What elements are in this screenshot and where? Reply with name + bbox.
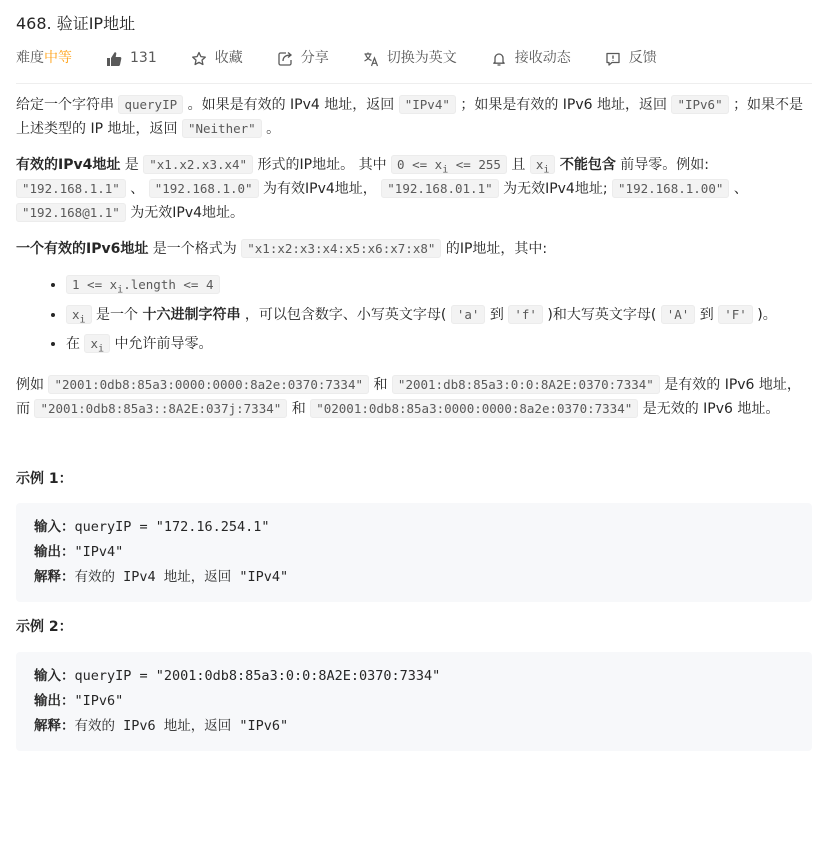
inline-code: "2001:db8:85a3:0:0:8A2E:0370:7334" [392, 375, 660, 394]
bold-term: 有效的IPv4地址 [16, 156, 121, 173]
text: 中允许前导零。 [114, 336, 213, 353]
bell-icon [491, 51, 507, 67]
star-icon [191, 51, 207, 67]
inline-code: "IPv4" [399, 95, 456, 114]
output-value: "IPv6" [74, 693, 124, 710]
input-value: queryIP = "172.16.254.1" [74, 519, 270, 536]
explanation-value: 有效的 IPv6 地址，返回 "IPv6" [74, 718, 289, 735]
explanation-value: 有效的 IPv4 地址，返回 "IPv4" [74, 569, 289, 586]
text: 是有效的 IPv6 地址，而 [16, 376, 801, 417]
inline-code: "192.168@1.1" [16, 203, 126, 222]
example-2-block [16, 652, 812, 751]
text: 是 [124, 156, 139, 173]
favorite-button[interactable] [191, 47, 243, 71]
inline-code [530, 155, 556, 174]
output-label: 输出： [34, 544, 75, 561]
spacer [16, 434, 812, 468]
text: 前导零。例如: [620, 156, 709, 173]
inline-code: 'F' [718, 305, 753, 324]
switch-language-button[interactable] [363, 47, 457, 71]
ipv4-paragraph [16, 154, 812, 226]
inline-code: "x1.x2.x3.x4" [143, 155, 253, 174]
feedback-label: 反馈 [628, 50, 657, 67]
feedback-button[interactable] [605, 47, 657, 71]
output-value: "IPv4" [74, 544, 124, 561]
text: 是无效的 IPv6 地址。 [642, 400, 780, 417]
bold-term: 十六进制字符串 [142, 306, 241, 323]
inline-code: "x1:x2:x3:x4:x5:x6:x7:x8" [241, 239, 441, 258]
text: 。如果是有效的 IPv4 地址，返回 [187, 97, 395, 113]
inline-code [66, 275, 220, 294]
inline-code [66, 305, 92, 324]
text: 和 [373, 376, 388, 393]
code-part: x [535, 156, 544, 172]
text: 和 [291, 400, 306, 417]
text: 为有效IPv4地址， [263, 181, 377, 198]
text: 到 [489, 306, 504, 323]
text: 、 [130, 181, 145, 198]
text: 是一个 [96, 306, 139, 323]
text: ；如果是有效的 IPv6 地址，返回 [460, 97, 667, 113]
inline-code [391, 155, 507, 174]
text: )。 [757, 306, 777, 323]
input-label: 输入： [34, 519, 75, 536]
subscript: i [442, 164, 449, 176]
problem-toolbar [16, 46, 812, 72]
bold-term: 不能包含 [559, 156, 616, 173]
text: 且 [511, 156, 526, 173]
switch-language-label: 切换为英文 [386, 50, 457, 67]
inline-code: queryIP [118, 95, 183, 114]
text: 给定一个字符串 [16, 97, 114, 113]
subscript: i [97, 343, 105, 355]
like-button[interactable] [106, 47, 157, 71]
text: 是一个格式为 [152, 240, 237, 257]
code-part: x [72, 306, 80, 322]
text: ；如果不是上述类型的 IP 地址，返回 [16, 97, 804, 137]
code-part: 0 <= x [397, 156, 443, 172]
text: 为无效IPv4地址; [503, 181, 608, 198]
problem-title: 468. 验证IP地址 [16, 14, 136, 33]
explanation-label: 解释： [34, 718, 75, 735]
like-count: 131 [130, 50, 157, 67]
input-label: 输入： [34, 668, 75, 685]
code-part: 1 <= x [72, 277, 118, 293]
ipv6-examples-paragraph [16, 374, 812, 422]
code-part: <= 255 [448, 156, 501, 172]
inline-code: "192.168.1.00" [612, 179, 729, 198]
output-label: 输出： [34, 693, 75, 710]
inline-code: "02001:0db8:85a3:0000:0000:8a2e:0370:7334" [310, 399, 638, 418]
inline-code: "192.168.1.0" [149, 179, 259, 198]
share-button[interactable] [277, 47, 329, 71]
example-1-title: 示例 1： [16, 470, 73, 487]
code-part: x [90, 336, 98, 352]
inline-code: "192.168.01.1" [381, 179, 498, 198]
text: 到 [699, 306, 714, 323]
ipv6-rules-list [16, 273, 812, 362]
inline-code: "192.168.1.1" [16, 179, 126, 198]
explanation-label: 解释： [34, 569, 75, 586]
inline-code [84, 334, 110, 353]
inline-code: "2001:0db8:85a3::8A2E:037j:7334" [34, 399, 287, 418]
bold-term: 一个有效的IPv6地址 [16, 240, 149, 257]
text: 。 [266, 120, 281, 137]
subscribe-label: 接收动态 [514, 50, 571, 67]
share-icon [277, 51, 293, 67]
input-value: queryIP = "2001:0db8:85a3:0:0:8A2E:0370:7334" [74, 668, 441, 685]
share-label: 分享 [300, 50, 329, 67]
text: 为无效IPv4地址。 [130, 204, 245, 221]
example-2-title: 示例 2： [16, 619, 73, 636]
text: 在 [66, 336, 80, 353]
list-item [66, 303, 812, 333]
text: ，可以包含数字、小写英文字母( [244, 306, 447, 323]
difficulty-label: 难度 [16, 50, 44, 67]
subscript: i [79, 314, 86, 326]
intro-paragraph [16, 94, 812, 142]
problem-description [16, 84, 812, 751]
difficulty-badge: 中等 [44, 50, 72, 67]
inline-code: 'A' [661, 305, 696, 324]
list-item [66, 273, 812, 303]
inline-code: "2001:0db8:85a3:0000:0000:8a2e:0370:7334" [48, 375, 369, 394]
inline-code: 'a' [451, 305, 486, 324]
thumbs-up-icon [106, 51, 122, 67]
code-part: .length <= 4 [123, 277, 214, 293]
list-item [66, 332, 812, 362]
ipv6-paragraph [16, 238, 812, 262]
feedback-icon [605, 51, 621, 67]
translate-icon [363, 51, 379, 67]
text: 、 [733, 181, 748, 198]
text: 形式的IP地址。 其中 [257, 156, 387, 173]
text: 例如 [16, 376, 44, 393]
subscript: i [117, 284, 124, 296]
subscribe-button[interactable] [491, 47, 571, 71]
inline-code: "Neither" [182, 119, 262, 138]
inline-code: 'f' [508, 305, 543, 324]
favorite-label: 收藏 [214, 50, 243, 67]
text: )和大写英文字母( [547, 306, 657, 323]
text: 的IP地址，其中: [445, 240, 548, 257]
subscript: i [543, 164, 550, 176]
inline-code: "IPv6" [671, 95, 728, 114]
example-1-block [16, 503, 812, 602]
